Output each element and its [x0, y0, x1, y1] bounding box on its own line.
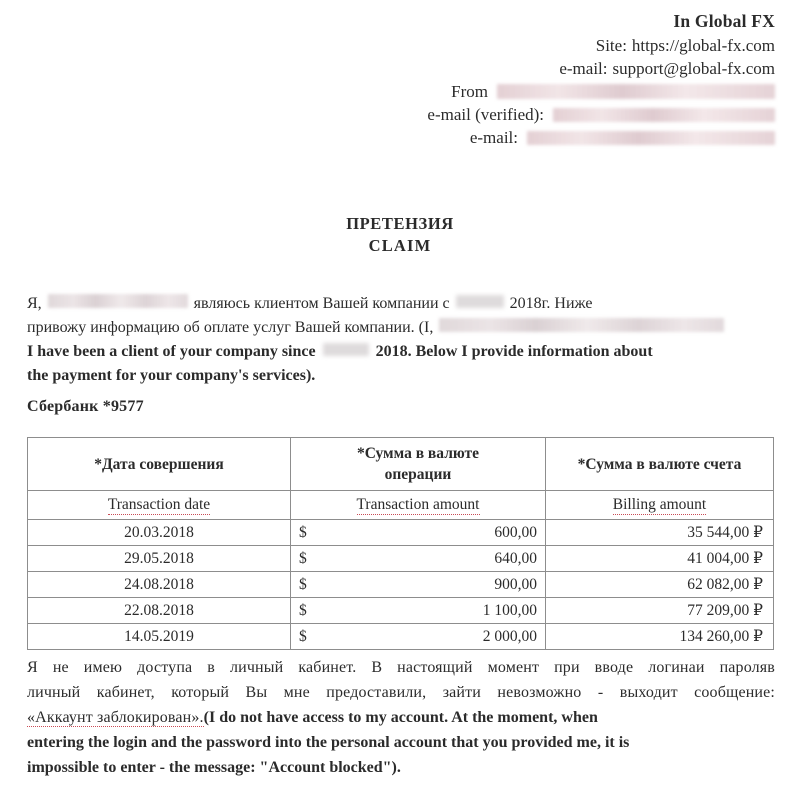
cell-amount — [291, 546, 546, 572]
company-name: In Global FX — [673, 11, 775, 31]
email-value: support@global-fx.com — [612, 59, 775, 78]
cell-currency-symbol: $ — [299, 523, 307, 541]
letterhead-email2-row — [300, 126, 775, 149]
site-value: https://global-fx.com — [631, 36, 775, 55]
header-transaction-date-en-text: Transaction date — [107, 496, 211, 513]
intro-line3-text: I have been a client of your company since — [27, 343, 316, 360]
cell-date: 22.08.2018 — [28, 598, 291, 624]
closing-line3-russian — [27, 709, 204, 727]
intro-paragraph — [27, 292, 775, 388]
account-blocked-ru: «Аккаунт заблокирован». — [27, 709, 204, 726]
client-name-redaction — [48, 294, 188, 308]
email-verified-redaction — [553, 108, 775, 122]
bank-account-label: Сбербанк *9577 — [27, 398, 144, 415]
closing-line-1: Я не имею доступа в личный кабинет. В настоящий момент при вводе логинаи пароляв — [27, 659, 775, 676]
letterhead-email-row — [300, 57, 775, 80]
cell-currency-symbol: $ — [299, 549, 307, 567]
letterhead — [300, 10, 775, 149]
header-transaction-amount-en-text: Transaction amount — [356, 496, 480, 513]
cell-amount-value: 1 100,00 — [482, 601, 537, 619]
document-title — [0, 213, 800, 257]
transactions-table — [27, 437, 774, 650]
email2-redaction — [527, 131, 775, 145]
cell-billing: 77 209,00 ₽ — [546, 598, 774, 624]
table-row — [28, 572, 774, 598]
site-label: Site: — [595, 36, 627, 55]
cell-date: 20.03.2018 — [28, 520, 291, 546]
intro-line1-prefix: Я, — [27, 295, 42, 312]
cell-currency-symbol: $ — [299, 627, 307, 645]
header-transaction-date-en — [28, 491, 291, 520]
start-date-redaction-en — [323, 343, 369, 356]
cell-amount — [291, 520, 546, 546]
header-billing-amount-ru: *Сумма в валюте счета — [546, 438, 774, 491]
intro-line-4 — [27, 364, 775, 388]
letterhead-from-row — [300, 80, 775, 103]
email-label: e-mail: — [559, 59, 608, 78]
header-billing-amount-en-text: Billing amount — [612, 496, 707, 513]
client-name-redaction-en — [439, 318, 724, 332]
table-header-row-en — [28, 491, 774, 520]
table-row — [28, 520, 774, 546]
cell-date: 24.08.2018 — [28, 572, 291, 598]
cell-amount-value: 640,00 — [494, 549, 537, 567]
intro-line-2 — [27, 316, 775, 340]
header-transaction-date-ru: *Дата совершения — [28, 438, 291, 491]
table-header-row-ru — [28, 438, 774, 491]
letterhead-site-row — [300, 34, 775, 57]
letterhead-email-verified-row — [300, 103, 775, 126]
closing-line-4: entering the login and the password into the personal account that you provided me, it is — [27, 734, 630, 751]
intro-line-1 — [27, 292, 775, 316]
cell-date: 29.05.2018 — [28, 546, 291, 572]
cell-amount — [291, 598, 546, 624]
cell-amount-value: 2 000,00 — [482, 627, 537, 645]
start-date-redaction — [456, 295, 504, 308]
closing-line-2: личный кабинет, который Вы мне предоставили, зайти невозможно - выходит сообщение: — [27, 684, 775, 701]
cell-amount — [291, 624, 546, 650]
title-russian: ПРЕТЕНЗИЯ — [346, 214, 454, 233]
email-verified-label: e-mail (verified): — [427, 105, 544, 124]
header-amount-ru-line1: *Сумма в валюте — [356, 445, 480, 462]
intro-line1-middle: являюсь клиентом Вашей компании с — [193, 295, 450, 312]
from-label: From — [451, 82, 488, 101]
cell-billing: 62 082,00 ₽ — [546, 572, 774, 598]
cell-currency-symbol: $ — [299, 575, 307, 593]
header-billing-amount-en — [546, 491, 774, 520]
cell-amount — [291, 572, 546, 598]
closing-line3-english: (I do not have access to my account. At the moment, when — [203, 709, 598, 726]
intro-line1-suffix: 2018г. Ниже — [509, 295, 593, 312]
closing-paragraph — [27, 655, 775, 780]
intro-line2-text: привожу информацию об оплате услуг Вашей компании. (I, — [27, 319, 434, 336]
closing-line-5: impossible to enter - the message: "Account blocked"). — [27, 759, 401, 776]
cell-billing: 134 260,00 ₽ — [546, 624, 774, 650]
header-transaction-amount-en — [291, 491, 546, 520]
cell-billing: 35 544,00 ₽ — [546, 520, 774, 546]
title-english: CLAIM — [368, 236, 432, 255]
cell-amount-value: 900,00 — [494, 575, 537, 593]
cell-amount-value: 600,00 — [494, 523, 537, 541]
table-row — [28, 598, 774, 624]
table-row — [28, 546, 774, 572]
email2-label: e-mail: — [469, 128, 518, 147]
cell-currency-symbol: $ — [299, 601, 307, 619]
intro-line3-suffix: 2018. Below I provide information about — [375, 343, 653, 360]
header-transaction-amount-ru — [291, 438, 546, 491]
intro-line-3 — [27, 340, 775, 364]
header-amount-ru-line2: операции — [384, 466, 452, 483]
closing-line-3 — [27, 705, 775, 730]
intro-line4-text: the payment for your company's services). — [27, 367, 316, 384]
cell-date: 14.05.2019 — [28, 624, 291, 650]
from-value-redaction — [497, 84, 775, 99]
table-row — [28, 624, 774, 650]
cell-billing: 41 004,00 ₽ — [546, 546, 774, 572]
